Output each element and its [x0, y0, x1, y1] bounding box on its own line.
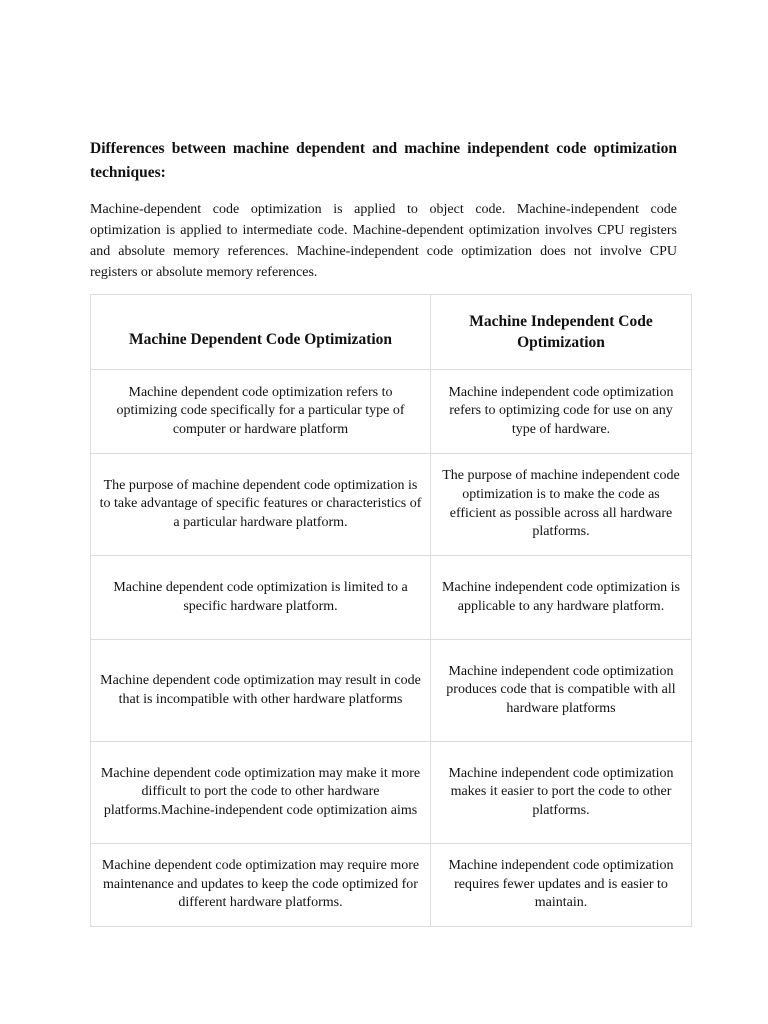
cell-dependent: Machine dependent code optimization refers to optimizing code specifically for a particular type of computer or hardware platform [91, 370, 431, 454]
table-row [91, 370, 692, 454]
header-machine-dependent: Machine Dependent Code Optimization [91, 295, 431, 370]
table-row [91, 556, 692, 640]
table-row [91, 454, 692, 556]
table-row [91, 742, 692, 844]
cell-independent: Machine independent code optimization requires fewer updates and is easier to maintain. [431, 844, 692, 927]
intro-paragraph: Machine-dependent code optimization is applied to object code. Machine-independent code optimization is applied to intermediate code. Machine-dependent optimization involves CPU registers and absolute memory references. Machine-independent code optimization does not involve CPU registers or absolute memory references. [90, 202, 677, 280]
comparison-table [90, 294, 692, 927]
cell-dependent: Machine dependent code optimization is limited to a specific hardware platform. [91, 556, 431, 640]
table-row [91, 844, 692, 927]
cell-dependent: Machine dependent code optimization may result in code that is incompatible with other hardware platforms [91, 640, 431, 742]
cell-independent: The purpose of machine independent code optimization is to make the code as efficient as possible across all hardware platforms. [431, 454, 692, 556]
cell-independent: Machine independent code optimization makes it easier to port the code to other platforms. [431, 742, 692, 844]
cell-independent: Machine independent code optimization refers to optimizing code for use on any type of hardware. [431, 370, 692, 454]
cell-independent: Machine independent code optimization is applicable to any hardware platform. [431, 556, 692, 640]
table-header-row [91, 295, 692, 370]
document-heading: Differences between machine dependent and machine independent code optimization techniques: [90, 140, 677, 181]
document-body [90, 137, 677, 283]
table-row [91, 640, 692, 742]
header-machine-independent: Machine Independent Code Optimization [431, 295, 692, 370]
cell-dependent: Machine dependent code optimization may make it more difficult to port the code to other hardware platforms.Machine-independent code optimization aims [91, 742, 431, 844]
cell-independent: Machine independent code optimization produces code that is compatible with all hardware platforms [431, 640, 692, 742]
cell-dependent: The purpose of machine dependent code optimization is to take advantage of specific features or characteristics of a particular hardware platform. [91, 454, 431, 556]
cell-dependent: Machine dependent code optimization may require more maintenance and updates to keep the code optimized for different hardware platforms. [91, 844, 431, 927]
